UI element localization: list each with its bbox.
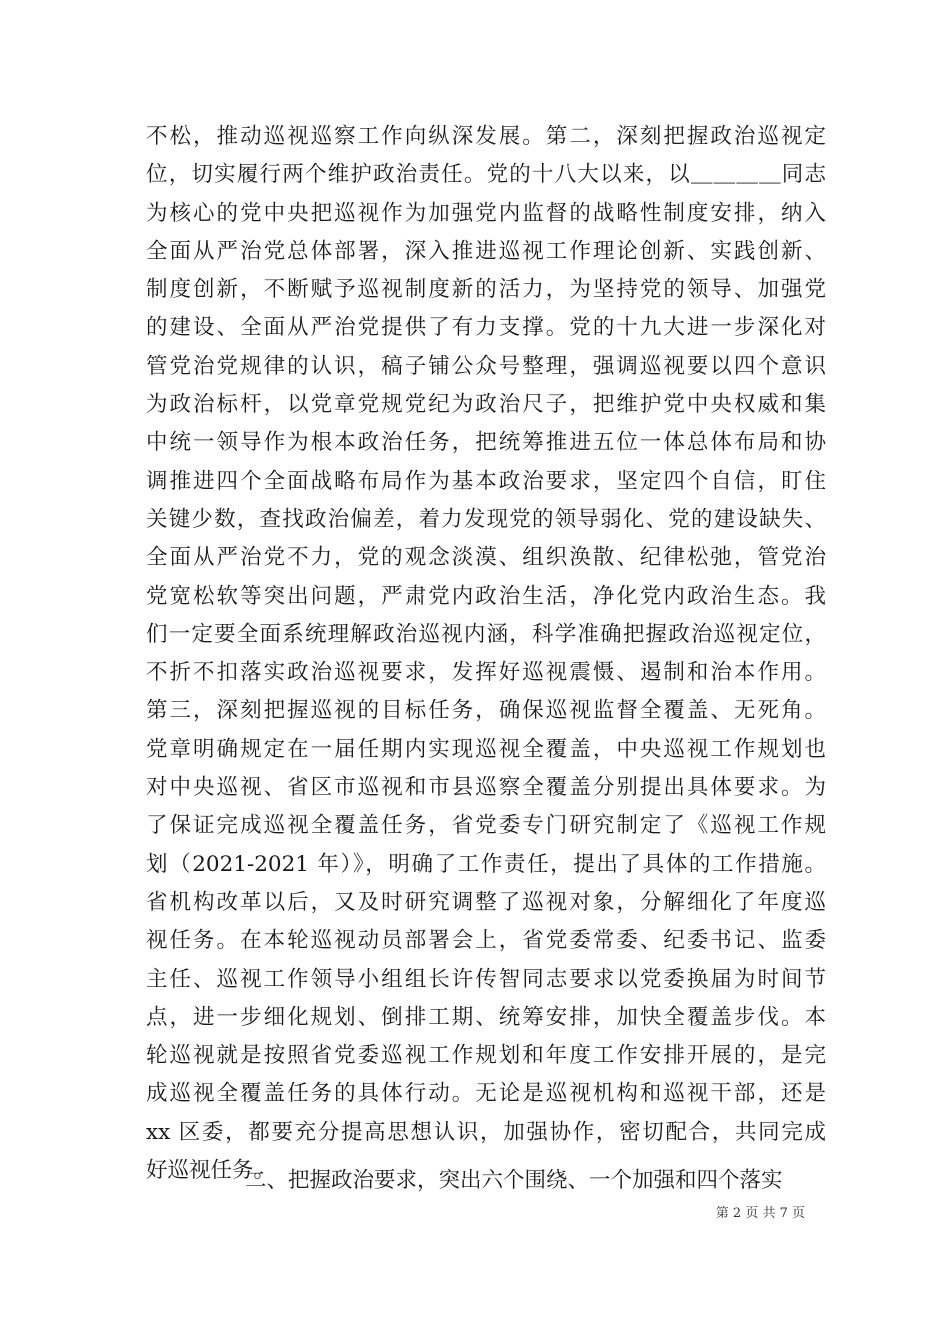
- page-number-footer: 第 2 页 共 7 页: [715, 1206, 805, 1221]
- text-line: 视任务。在本轮巡视动员部署会上，省党委常委、纪委书记、监委: [146, 928, 826, 954]
- text-line: 制度创新，不断赋予巡视制度新的活力，为坚持党的领导、加强党: [146, 277, 826, 303]
- text-line: 中统一领导作为根本政治任务，把统筹推进五位一体总体布局和协: [146, 430, 826, 456]
- text-line: 位，切实履行两个维护政治责任。党的十八大以来，以＿＿＿＿同志: [146, 162, 826, 188]
- text-line: 全面从严治党总体部署，深入推进巡视工作理论创新、实践创新、: [146, 238, 826, 264]
- text-line: 对中央巡视、省区市巡视和市县巡察全覆盖分别提出具体要求。为: [146, 775, 826, 801]
- text-line: 第三，深刻把握巡视的目标任务，确保巡视监督全覆盖、无死角。: [146, 698, 826, 724]
- text-line: 为政治标杆，以党章党规党纪为政治尺子，把维护党中央权威和集: [146, 392, 826, 418]
- text-line: 主任、巡视工作领导小组组长许传智同志要求以党委换届为时间节: [146, 966, 826, 992]
- text-line: 们一定要全面系统理解政治巡视内涵，科学准确把握政治巡视定位，: [146, 621, 826, 647]
- text-line: 关键少数，查找政治偏差，着力发现党的领导弱化、党的建设缺失、: [146, 506, 826, 532]
- text-line: 不折不扣落实政治巡视要求，发挥好巡视震慑、遏制和治本作用。: [146, 660, 826, 686]
- text-line: 成巡视全覆盖任务的具体行动。无论是巡视机构和巡视干部，还是: [146, 1081, 826, 1107]
- text-line: 了保证完成巡视全覆盖任务，省党委专门研究制定了《巡视工作规: [146, 813, 826, 839]
- text-line: 好巡视任务。: [146, 1158, 276, 1184]
- text-line: 调推进四个全面战略布局作为基本政治要求，坚定四个自信，盯住: [146, 468, 826, 494]
- body-paragraph: [146, 118, 826, 1190]
- text-line: 党宽松软等突出问题，严肃党内政治生活，净化党内政治生态。我: [146, 583, 826, 609]
- text-line: xx 区委，都要充分提高思想认识，加强协作，密切配合，共同完成: [146, 1119, 826, 1145]
- text-line: 党章明确规定在一届任期内实现巡视全覆盖，中央巡视工作规划也: [146, 736, 826, 762]
- text-line: 为核心的党中央把巡视作为加强党内监督的战略性制度安排，纳入: [146, 200, 826, 226]
- text-line: 不松，推动巡视巡察工作向纵深发展。第二，深刻把握政治巡视定: [146, 124, 826, 149]
- section-heading: 二、把握政治要求，突出六个围绕、一个加强和四个落实: [245, 1168, 783, 1193]
- text-line: 点，进一步细化规划、倒排工期、统筹安排，加快全覆盖步伐。本: [146, 1004, 826, 1030]
- text-line: 全面从严治党不力，党的观念淡漠、组织涣散、纪律松弛，管党治: [146, 545, 826, 571]
- text-line: 管党治党规律的认识，稿子铺公众号整理，强调巡视要以四个意识: [146, 353, 826, 379]
- text-line: 的建设、全面从严治党提供了有力支撑。党的十九大进一步深化对: [146, 315, 826, 341]
- text-line: 划（2021-2021 年）》，明确了工作责任，提出了具体的工作措施。: [146, 851, 826, 877]
- text-line: 省机构改革以后，又及时研究调整了巡视对象，分解细化了年度巡: [146, 889, 826, 915]
- text-line: 轮巡视就是按照省党委巡视工作规划和年度工作安排开展的，是完: [146, 1043, 826, 1069]
